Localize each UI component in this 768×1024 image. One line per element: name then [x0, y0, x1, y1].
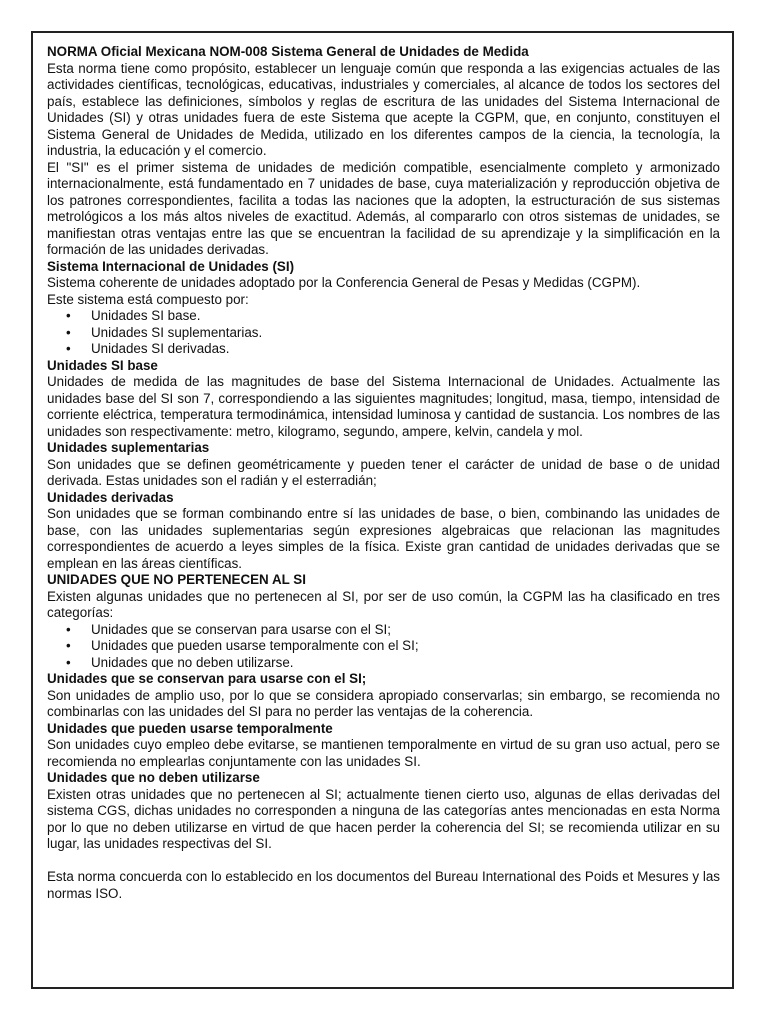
si-definition: Sistema coherente de unidades adoptado por la Conferencia General de Pesas y Medidas (CGPM).	[47, 275, 641, 290]
intro-paragraph: Esta norma tiene como propósito, establecer un lenguaje común que responda a las exigencias actuales de las actividades científicas, tecnológicas, educativas, industriales y comerciales, al alcance de todos los sectores del país, establece las definiciones, símbolos y reglas de escritura de las unidades del Sistema Internacional de Unidades (SI) y otras unidades fuera de este Sistema que acepte la CGPM, que, en conjunto, constituyen el Sistema General de Unidades de Medida, utilizado en los diferentes campos de la ciencia, la tecnología, la industria, la educación y el comercio.	[47, 60, 720, 158]
list-item: • Unidades que pueden usarse temporalmente con el SI;	[66, 638, 419, 653]
si-description-paragraph: El "SI" es el primer sistema de unidades de medición compatible, esencialmente completo y armonizado internacionalmente, está fundamentado en 7 unidades de base, cuya materialización y reproducción objetiva de los patrones correspondientes, facilita a todas las naciones que la adopten, la estructuración de sus sistemas metrológicos a los más altos niveles de exactitud. Además, al compararlo con otros sistemas de unidades, se manifiestan otras ventajas entre las que se encuentran la facilidad de su aprendizaje y la simplificación en la formación de las unidades derivadas.	[47, 159, 720, 257]
list-item: • Unidades que no deben utilizarse.	[66, 654, 294, 670]
document-body	[47, 44, 720, 902]
bullet-icon: •	[66, 654, 71, 670]
si-components-list	[47, 308, 720, 358]
bullet-icon: •	[66, 638, 71, 653]
temporary-units-paragraph: Son unidades cuyo empleo debe evitarse, se mantienen temporalmente en virtud de su gran uso actual, pero se recomienda no emplearlas conjuntamente con las unidades SI.	[47, 737, 720, 769]
derived-units-paragraph: Son unidades que se forman combinando entre sí las unidades de base, o bien, combinando las unidades de base, con las unidades suplementarias según expresiones algebraicas que relacionan las magnitudes correspondientes de acuerdo a leyes simples de la física. Existe gran cantidad de unidades derivadas que se emplean en las áreas científicas.	[47, 506, 720, 571]
list-item: • Unidades SI base.	[66, 308, 201, 323]
bullet-icon: •	[66, 308, 71, 323]
si-composition: Este sistema está compuesto por:	[47, 291, 249, 307]
document-frame	[31, 31, 734, 989]
disallowed-units-paragraph: Existen otras unidades que no pertenecen al SI; actualmente tienen cierto uso, algunas de ellas derivadas del sistema CGS, dichas unidades no corresponden a ninguna de las categorías antes mencionadas en esta Norma por lo que no deben utilizarse en virtud de que hacen perder la coherencia del SI; se recomienda utilizar en su lugar, las unidades respectivas del SI.	[47, 786, 720, 851]
supplementary-units-heading: Unidades suplementarias	[47, 440, 210, 455]
bullet-icon: •	[66, 341, 71, 356]
non-si-units-heading: UNIDADES QUE NO PERTENECEN AL SI	[47, 572, 306, 587]
closing-paragraph: Esta norma concuerda con lo establecido en los documentos del Bureau International des Poids et Mesures y las normas ISO.	[47, 869, 720, 901]
conserved-units-heading: Unidades que se conservan para usarse con el SI;	[47, 671, 367, 686]
disallowed-units-heading: Unidades que no deben utilizarse	[47, 770, 260, 785]
non-si-categories-list	[47, 622, 720, 672]
supplementary-units-paragraph: Son unidades que se definen geométricamente y pueden tener el carácter de unidad de base o de unidad derivada. Estas unidades son el radián y el esterradián;	[47, 456, 720, 488]
base-units-paragraph: Unidades de medida de las magnitudes de base del Sistema Internacional de Unidades. Actualmente las unidades base del SI son 7, correspondiendo a las siguientes magnitudes; longitud, masa, tiempo, intensidad de corriente eléctrica, temperatura termodinámica, intensidad luminosa y cantidad de sustancia. Los nombres de las unidades son respectivamente: metro, kilogramo, segundo, ampere, kelvin, candela y mol.	[47, 374, 720, 439]
bullet-icon: •	[66, 621, 71, 637]
bullet-icon: •	[66, 324, 71, 340]
list-item: • Unidades SI derivadas.	[66, 341, 230, 356]
document-title: NORMA Oficial Mexicana NOM-008 Sistema General de Unidades de Medida	[47, 44, 529, 59]
base-units-heading: Unidades SI base	[47, 357, 158, 373]
derived-units-heading: Unidades derivadas	[47, 489, 174, 505]
conserved-units-paragraph: Son unidades de amplio uso, por lo que se considera apropiado conservarlas; sin embargo, se recomienda no combinarlas con las unidades del SI para no perder las ventajas de la coherencia.	[47, 687, 720, 719]
paragraph-gap	[47, 853, 720, 870]
non-si-units-paragraph: Existen algunas unidades que no pertenecen al SI, por ser de uso común, la CGPM las ha clasificado en tres categorías:	[47, 588, 720, 620]
temporary-units-heading: Unidades que pueden usarse temporalmente	[47, 720, 333, 736]
si-heading: Sistema Internacional de Unidades (SI)	[47, 258, 295, 274]
list-item: • Unidades SI suplementarias.	[66, 324, 263, 340]
list-item: • Unidades que se conservan para usarse con el SI;	[66, 621, 391, 637]
